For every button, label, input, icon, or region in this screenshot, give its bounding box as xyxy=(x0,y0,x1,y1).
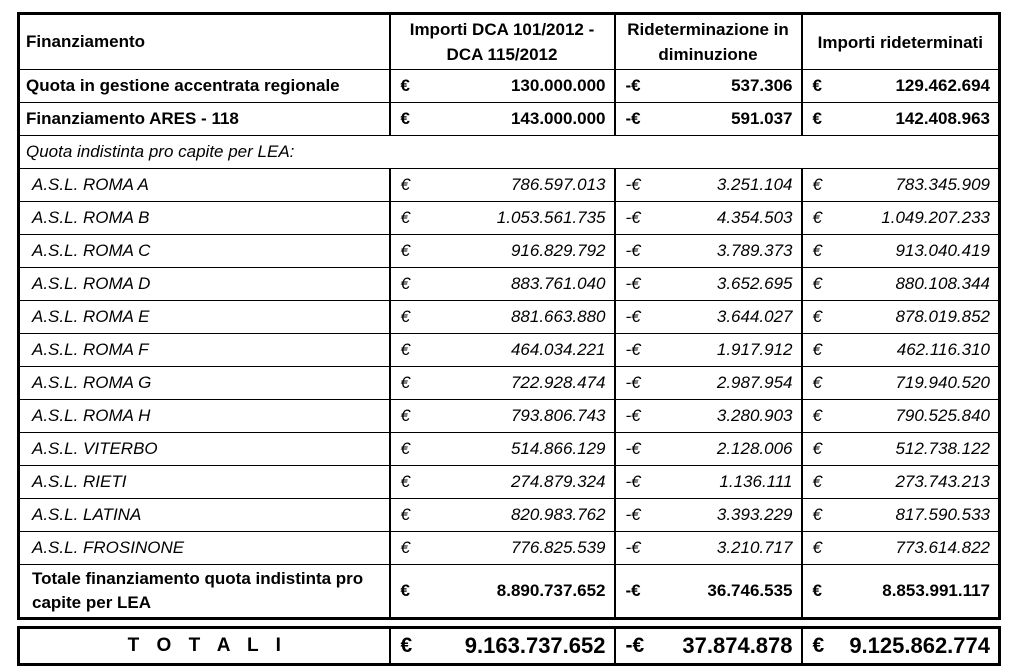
row-label: Totale finanziamento quota indistinta pro capite per LEA xyxy=(19,565,390,619)
row-label: A.S.L. ROMA A xyxy=(19,169,390,202)
currency-symbol: € xyxy=(390,565,434,619)
rideterminati-value: 783.345.909 xyxy=(842,169,1000,202)
currency-symbol: € xyxy=(802,169,842,202)
currency-symbol: € xyxy=(390,400,434,433)
table-row xyxy=(19,466,1000,499)
currency-symbol: € xyxy=(390,466,434,499)
currency-symbol-negative: -€ xyxy=(615,499,655,532)
currency-symbol-negative: -€ xyxy=(615,367,655,400)
row-label: A.S.L. ROMA C xyxy=(19,235,390,268)
currency-symbol: € xyxy=(802,532,842,565)
importi-value: 8.890.737.652 xyxy=(434,565,615,619)
row-label: A.S.L. FROSINONE xyxy=(19,532,390,565)
rideterminati-value: 8.853.991.117 xyxy=(842,565,1000,619)
currency-symbol-negative: -€ xyxy=(615,532,655,565)
currency-symbol-negative: -€ xyxy=(615,334,655,367)
rideterminazione-value: 2.128.006 xyxy=(655,433,802,466)
rideterminati-value: 719.940.520 xyxy=(842,367,1000,400)
table-row xyxy=(19,235,1000,268)
rideterminati-value: 817.590.533 xyxy=(842,499,1000,532)
currency-symbol: € xyxy=(390,103,434,136)
rideterminati-value: 880.108.344 xyxy=(842,268,1000,301)
currency-symbol: € xyxy=(802,400,842,433)
table-row xyxy=(19,334,1000,367)
currency-symbol: € xyxy=(802,103,842,136)
currency-symbol: € xyxy=(390,367,434,400)
currency-symbol-negative: -€ xyxy=(615,565,655,619)
header-row xyxy=(19,14,1000,70)
currency-symbol: € xyxy=(390,235,434,268)
currency-symbol-negative: -€ xyxy=(615,202,655,235)
currency-symbol: € xyxy=(390,499,434,532)
currency-symbol: € xyxy=(390,532,434,565)
header-label: Finanziamento xyxy=(19,14,390,70)
currency-symbol: € xyxy=(390,202,434,235)
importi-value: 722.928.474 xyxy=(434,367,615,400)
row-label: A.S.L. ROMA B xyxy=(19,202,390,235)
currency-symbol: € xyxy=(802,70,842,103)
rideterminazione-value: 537.306 xyxy=(655,70,802,103)
table-row xyxy=(19,202,1000,235)
section-row xyxy=(19,136,1000,169)
row-label: A.S.L. ROMA H xyxy=(19,400,390,433)
currency-symbol-negative: -€ xyxy=(615,628,655,665)
importi-value: 130.000.000 xyxy=(434,70,615,103)
currency-symbol: € xyxy=(802,433,842,466)
table-row xyxy=(19,400,1000,433)
importi-value: 916.829.792 xyxy=(434,235,615,268)
rideterminazione-value: 2.987.954 xyxy=(655,367,802,400)
currency-symbol: € xyxy=(802,268,842,301)
table-row xyxy=(19,268,1000,301)
rideterminati-value: 1.049.207.233 xyxy=(842,202,1000,235)
currency-symbol: € xyxy=(390,628,434,665)
rideterminati-value: 9.125.862.774 xyxy=(842,628,1000,665)
currency-symbol: € xyxy=(802,367,842,400)
rideterminazione-value: 37.874.878 xyxy=(655,628,802,665)
currency-symbol: € xyxy=(390,301,434,334)
importi-value: 464.034.221 xyxy=(434,334,615,367)
importi-value: 776.825.539 xyxy=(434,532,615,565)
rideterminazione-value: 3.789.373 xyxy=(655,235,802,268)
row-label: A.S.L. VITERBO xyxy=(19,433,390,466)
currency-symbol-negative: -€ xyxy=(615,433,655,466)
currency-symbol: € xyxy=(802,466,842,499)
importi-value: 143.000.000 xyxy=(434,103,615,136)
importi-value: 820.983.762 xyxy=(434,499,615,532)
table-row xyxy=(19,433,1000,466)
totals-row xyxy=(19,628,1000,665)
importi-value: 793.806.743 xyxy=(434,400,615,433)
currency-symbol: € xyxy=(390,334,434,367)
header-col-importi: Importi DCA 101/2012 - DCA 115/2012 xyxy=(390,14,615,70)
currency-symbol-negative: -€ xyxy=(615,301,655,334)
funding-table xyxy=(17,12,1001,666)
currency-symbol: € xyxy=(802,628,842,665)
currency-symbol-negative: -€ xyxy=(615,268,655,301)
rideterminazione-value: 1.136.111 xyxy=(655,466,802,499)
rideterminazione-value: 3.652.695 xyxy=(655,268,802,301)
rideterminazione-value: 3.393.229 xyxy=(655,499,802,532)
row-label: A.S.L. RIETI xyxy=(19,466,390,499)
importi-value: 274.879.324 xyxy=(434,466,615,499)
header-col-rideterminazione: Rideterminazione in diminuzione xyxy=(615,14,802,70)
rideterminati-value: 512.738.122 xyxy=(842,433,1000,466)
currency-symbol: € xyxy=(802,565,842,619)
currency-symbol: € xyxy=(390,169,434,202)
table-row xyxy=(19,70,1000,103)
table-row xyxy=(19,367,1000,400)
row-label: A.S.L. ROMA E xyxy=(19,301,390,334)
importi-value: 1.053.561.735 xyxy=(434,202,615,235)
row-label: Finanziamento ARES - 118 xyxy=(19,103,390,136)
rideterminati-value: 142.408.963 xyxy=(842,103,1000,136)
importi-value: 883.761.040 xyxy=(434,268,615,301)
row-label: A.S.L. LATINA xyxy=(19,499,390,532)
table-row xyxy=(19,169,1000,202)
currency-symbol: € xyxy=(390,268,434,301)
rideterminazione-value: 1.917.912 xyxy=(655,334,802,367)
subtotal-row xyxy=(19,565,1000,619)
rideterminazione-value: 3.644.027 xyxy=(655,301,802,334)
currency-symbol: € xyxy=(802,334,842,367)
currency-symbol: € xyxy=(802,202,842,235)
row-label: Quota in gestione accentrata regionale xyxy=(19,70,390,103)
currency-symbol-negative: -€ xyxy=(615,70,655,103)
rideterminati-value: 878.019.852 xyxy=(842,301,1000,334)
currency-symbol-negative: -€ xyxy=(615,169,655,202)
rideterminazione-value: 3.251.104 xyxy=(655,169,802,202)
section-label: Quota indistinta pro capite per LEA: xyxy=(19,136,1000,169)
header-col-importi-rideterminati: Importi rideterminati xyxy=(802,14,1000,70)
currency-symbol-negative: -€ xyxy=(615,103,655,136)
importi-value: 881.663.880 xyxy=(434,301,615,334)
currency-symbol: € xyxy=(390,433,434,466)
rideterminati-value: 462.116.310 xyxy=(842,334,1000,367)
importi-value: 786.597.013 xyxy=(434,169,615,202)
row-label: A.S.L. ROMA F xyxy=(19,334,390,367)
currency-symbol-negative: -€ xyxy=(615,400,655,433)
row-label: A.S.L. ROMA G xyxy=(19,367,390,400)
rideterminazione-value: 36.746.535 xyxy=(655,565,802,619)
rideterminati-value: 790.525.840 xyxy=(842,400,1000,433)
table-row xyxy=(19,499,1000,532)
importi-value: 514.866.129 xyxy=(434,433,615,466)
spacer-row xyxy=(19,619,1000,628)
table-row xyxy=(19,532,1000,565)
rideterminati-value: 913.040.419 xyxy=(842,235,1000,268)
spacer-cell xyxy=(19,619,1000,628)
rideterminazione-value: 4.354.503 xyxy=(655,202,802,235)
rideterminati-value: 273.743.213 xyxy=(842,466,1000,499)
rideterminazione-value: 591.037 xyxy=(655,103,802,136)
funding-table-sheet xyxy=(17,12,998,658)
currency-symbol-negative: -€ xyxy=(615,235,655,268)
table-row xyxy=(19,301,1000,334)
table-row xyxy=(19,103,1000,136)
currency-symbol: € xyxy=(802,235,842,268)
rideterminazione-value: 3.280.903 xyxy=(655,400,802,433)
currency-symbol: € xyxy=(390,70,434,103)
rideterminati-value: 773.614.822 xyxy=(842,532,1000,565)
row-label: A.S.L. ROMA D xyxy=(19,268,390,301)
rideterminazione-value: 3.210.717 xyxy=(655,532,802,565)
rideterminati-value: 129.462.694 xyxy=(842,70,1000,103)
importi-value: 9.163.737.652 xyxy=(434,628,615,665)
currency-symbol-negative: -€ xyxy=(615,466,655,499)
currency-symbol: € xyxy=(802,499,842,532)
currency-symbol: € xyxy=(802,301,842,334)
row-label: T O T A L I xyxy=(19,628,390,665)
